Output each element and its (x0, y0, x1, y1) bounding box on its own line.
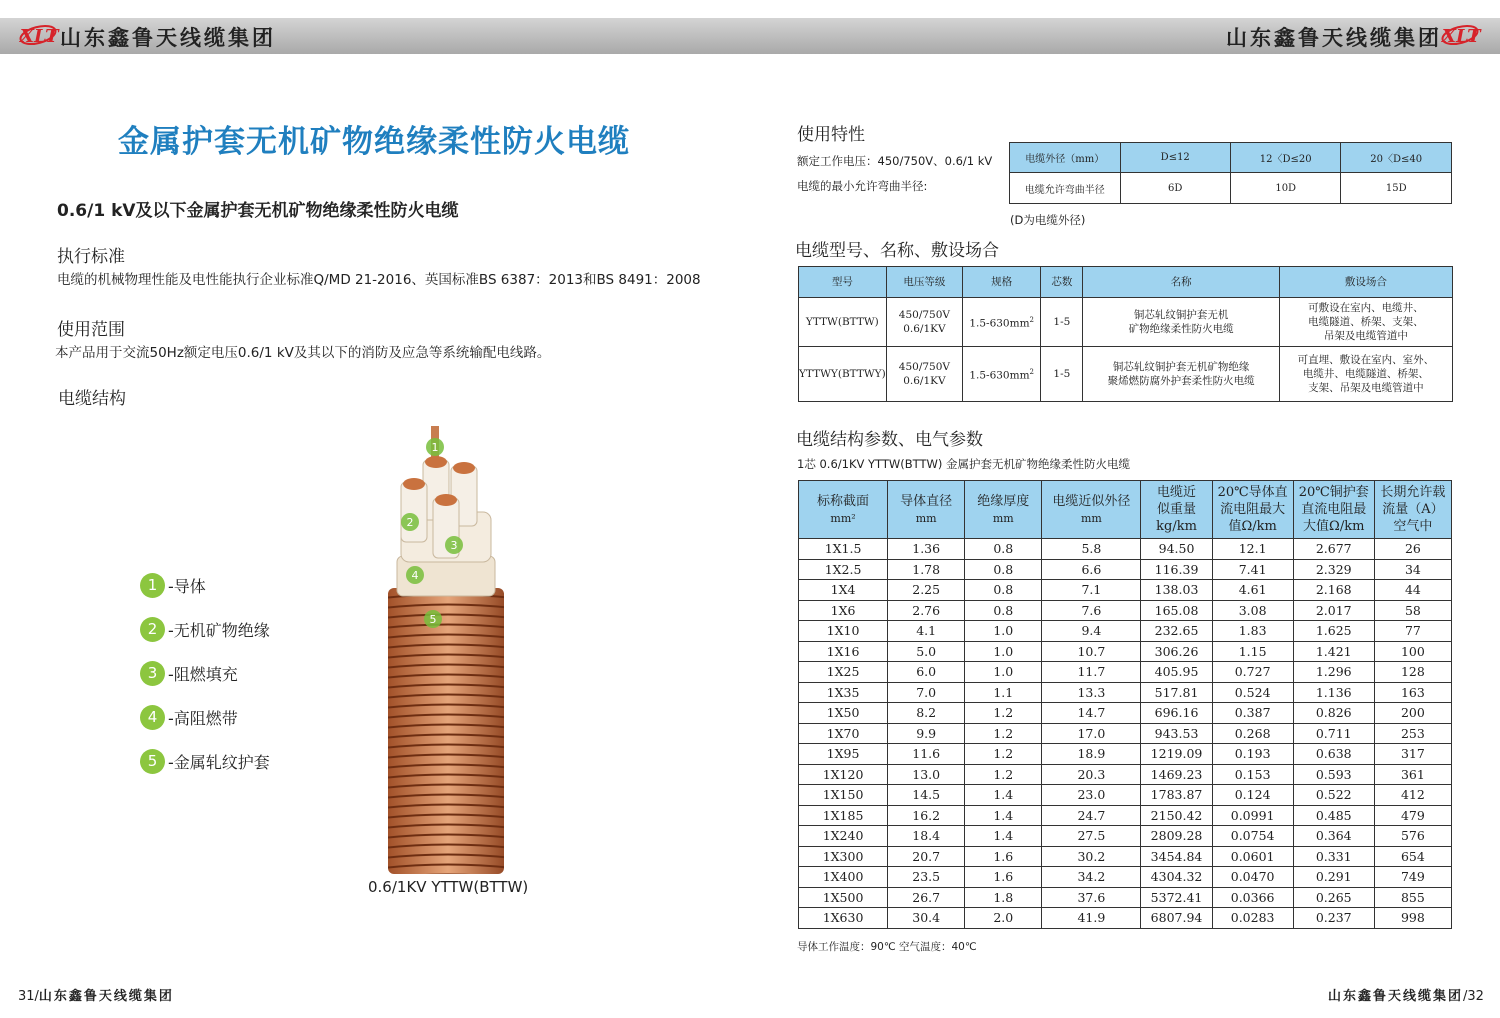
table-cell: 3.08 (1212, 600, 1293, 621)
table-cell: 1X16 (799, 641, 888, 662)
table-cell: 1.0 (965, 662, 1042, 683)
legend-label: -金属轧纹护套 (168, 752, 270, 772)
table-cell: 1X1.5 (799, 539, 888, 560)
table-header-cell: 电缆近 似重量 kg/km (1141, 481, 1212, 539)
table-header-cell: 名称 (1083, 267, 1279, 298)
table-row (799, 744, 1452, 765)
table-cell: 1X50 (799, 703, 888, 724)
table-cell: 15D (1341, 173, 1452, 204)
table-cell: 1.1 (965, 682, 1042, 703)
table-cell: 可敷设在室内、电缆井、 电缆隧道、桥架、支架、 吊架及电缆管道中 (1279, 298, 1452, 347)
table-row (799, 764, 1452, 785)
table-row (799, 785, 1452, 806)
table-cell: 1.36 (888, 539, 965, 560)
table-cell: 2.168 (1293, 580, 1374, 601)
model-table (798, 266, 1453, 402)
table-cell: 0.193 (1212, 744, 1293, 765)
table-cell: YTTW(BTTW) (799, 298, 887, 347)
table-cell: 1.4 (965, 785, 1042, 806)
scope-heading: 使用范围 (57, 320, 125, 340)
brand-name-right: 山东鑫鲁天线缆集团 (1226, 25, 1442, 50)
table-cell: 0.638 (1293, 744, 1374, 765)
table-cell: 12.1 (1212, 539, 1293, 560)
table-cell: 0.153 (1212, 764, 1293, 785)
table-cell: 1.0 (965, 641, 1042, 662)
table-cell: 34 (1374, 559, 1451, 580)
legend-number: 4 (140, 705, 165, 730)
table-cell: 116.39 (1141, 559, 1212, 580)
table-cell: 7.1 (1042, 580, 1141, 601)
table-cell: 23.5 (888, 867, 965, 888)
table-cell: 9.9 (888, 723, 965, 744)
table-cell: 1.625 (1293, 621, 1374, 642)
params-note: 导体工作温度：90℃ 空气温度：40℃ (797, 941, 977, 953)
table-header-cell: 20℃导体直 流电阻最大 值Ω/km (1212, 481, 1293, 539)
table-cell: 1X120 (799, 764, 888, 785)
table-cell: 30.4 (888, 908, 965, 929)
bend-radius-table (1009, 142, 1452, 204)
table-cell: 165.08 (1141, 600, 1212, 621)
table-cell: 0.485 (1293, 805, 1374, 826)
logo-text: XLT (1442, 26, 1481, 47)
table-cell: 1.4 (965, 826, 1042, 847)
table-cell: 405.95 (1141, 662, 1212, 683)
table-cell: 11.6 (888, 744, 965, 765)
table-cell: 1.78 (888, 559, 965, 580)
table-row (799, 867, 1452, 888)
table-header-cell: 敷设场合 (1279, 267, 1452, 298)
table-cell: 4.1 (888, 621, 965, 642)
table-row (799, 846, 1452, 867)
table-cell: 10.7 (1042, 641, 1141, 662)
table-cell: 13.0 (888, 764, 965, 785)
table-cell: 可直埋、敷设在室内、室外、 电缆井、电缆隧道、桥架、 支架、吊架及电缆管道中 (1279, 347, 1452, 402)
table-header-cell: 型号 (799, 267, 887, 298)
scope-text: 本产品用于交流50Hz额定电压0.6/1 kV及其以下的消防及应急等系统输配电线路。 (55, 345, 551, 361)
table-header-cell: 20〈D≤40 (1341, 143, 1452, 173)
table-cell: 163 (1374, 682, 1451, 703)
table-header-cell: 电压等级 (886, 267, 962, 298)
table-cell: 200 (1374, 703, 1451, 724)
table-cell: 2.329 (1293, 559, 1374, 580)
table-cell: 17.0 (1042, 723, 1141, 744)
table-cell: 27.5 (1042, 826, 1141, 847)
table-cell: 26.7 (888, 887, 965, 908)
table-header-cell: 规格 (963, 267, 1041, 298)
table-cell: 1X95 (799, 744, 888, 765)
table-cell: 41.9 (1042, 908, 1141, 929)
table-header-cell: 电缆外径（mm） (1010, 143, 1121, 173)
params-table-body (799, 539, 1452, 929)
bend-note: (D为电缆外径) (1010, 213, 1086, 227)
footer-right (1328, 985, 1484, 1004)
table-cell: 5.0 (888, 641, 965, 662)
table-cell: 0.0470 (1212, 867, 1293, 888)
table-cell: 1.83 (1212, 621, 1293, 642)
rated-voltage: 额定工作电压：450/750V、0.6/1 kV (797, 154, 993, 168)
table-cell: 电缆允许弯曲半径 (1010, 173, 1121, 204)
table-cell: 0.826 (1293, 703, 1374, 724)
table-cell: 2.017 (1293, 600, 1374, 621)
table-row (1010, 173, 1452, 204)
table-cell: 6.0 (888, 662, 965, 683)
footer-left (18, 985, 174, 1004)
table-header-cell: 标称截面 mm² (799, 481, 888, 539)
table-cell: 44 (1374, 580, 1451, 601)
table-header-cell: 12〈D≤20 (1230, 143, 1341, 173)
cable-illustration (383, 420, 513, 880)
table-cell: 6D (1120, 173, 1230, 204)
params-subheading: 1芯 0.6/1KV YTTW(BTTW) 金属护套无机矿物绝缘柔性防火电缆 (797, 457, 1130, 471)
table-cell: 30.2 (1042, 846, 1141, 867)
legend-label: -高阻燃带 (168, 708, 238, 728)
table-cell: 34.2 (1042, 867, 1141, 888)
table-row (799, 908, 1452, 929)
table-cell: 0.8 (965, 600, 1042, 621)
params-table (798, 480, 1452, 929)
table-row (799, 805, 1452, 826)
legend-number: 5 (140, 749, 165, 774)
product-subtitle: 0.6/1 kV及以下金属护套无机矿物绝缘柔性防火电缆 (57, 201, 459, 221)
table-cell: 0.364 (1293, 826, 1374, 847)
table-row (799, 887, 1452, 908)
table-header-cell: 长期允许载 流量（A） 空气中 (1374, 481, 1451, 539)
table-cell: 11.7 (1042, 662, 1141, 683)
cable-marker-4: 4 (406, 566, 424, 584)
table-cell: 1X35 (799, 682, 888, 703)
table-cell: 7.0 (888, 682, 965, 703)
table-cell: 0.268 (1212, 723, 1293, 744)
table-cell: 1.2 (965, 703, 1042, 724)
table-cell: 1X150 (799, 785, 888, 806)
table-cell: 14.5 (888, 785, 965, 806)
table-cell: 23.0 (1042, 785, 1141, 806)
table-header-cell: 绝缘厚度 mm (965, 481, 1042, 539)
cable-marker-2: 2 (401, 513, 419, 531)
table-cell: 2.0 (965, 908, 1042, 929)
table-cell: 1-5 (1041, 347, 1083, 402)
standard-heading: 执行标准 (57, 247, 125, 267)
table-cell: 0.265 (1293, 887, 1374, 908)
table-cell: 1.0 (965, 621, 1042, 642)
bend-radius-label: 电缆的最小允许弯曲半径: (797, 179, 928, 193)
table-cell: 铜芯轧纹铜护套无机 矿物绝缘柔性防火电缆 (1083, 298, 1279, 347)
table-cell: 1X2.5 (799, 559, 888, 580)
table-cell: 5372.41 (1141, 887, 1212, 908)
table-cell: 696.16 (1141, 703, 1212, 724)
table-cell: 20.7 (888, 846, 965, 867)
table-cell: 14.7 (1042, 703, 1141, 724)
table-header-cell: D≤12 (1120, 143, 1230, 173)
table-cell: 412 (1374, 785, 1451, 806)
table-cell: 0.8 (965, 539, 1042, 560)
model-heading: 电缆型号、名称、敷设场合 (795, 241, 999, 261)
table-cell: 1X240 (799, 826, 888, 847)
brand-logo-left (20, 26, 59, 47)
table-cell: 0.0283 (1212, 908, 1293, 929)
table-cell: 1.2 (965, 744, 1042, 765)
table-row (799, 723, 1452, 744)
table-cell: 0.727 (1212, 662, 1293, 683)
page-number-right: /32 (1463, 989, 1484, 1004)
table-cell: 1X500 (799, 887, 888, 908)
table-cell: 1X400 (799, 867, 888, 888)
table-cell: 1X6 (799, 600, 888, 621)
structure-heading: 电缆结构 (58, 389, 126, 409)
cable-marker-1: 1 (426, 438, 444, 456)
table-cell: 1.2 (965, 723, 1042, 744)
legend-item (140, 748, 270, 774)
table-cell: 1.6 (965, 867, 1042, 888)
table-cell: 4304.32 (1141, 867, 1212, 888)
page-title: 金属护套无机矿物绝缘柔性防火电缆 (118, 124, 630, 160)
table-cell: 998 (1374, 908, 1451, 929)
cable-marker-3: 3 (445, 536, 463, 554)
table-cell: 943.53 (1141, 723, 1212, 744)
table-cell: 1783.87 (1141, 785, 1212, 806)
table-header-cell: 芯数 (1041, 267, 1083, 298)
table-cell: 8.2 (888, 703, 965, 724)
table-cell: 0.522 (1293, 785, 1374, 806)
table-cell: $1.5-630mm^2$ (963, 298, 1041, 347)
table-header-cell: 导体直径 mm (888, 481, 965, 539)
table-cell: 1X630 (799, 908, 888, 929)
table-cell: 0.0601 (1212, 846, 1293, 867)
legend-number: 2 (140, 617, 165, 642)
table-cell: 10D (1230, 173, 1341, 204)
table-row (799, 621, 1452, 642)
footer-brand-left: 山东鑫鲁天线缆集团 (38, 989, 174, 1004)
table-cell: 0.0991 (1212, 805, 1293, 826)
legend-item (140, 660, 238, 686)
table-header-cell: 电缆近似外径 mm (1042, 481, 1141, 539)
cable-caption: 0.6/1KV YTTW(BTTW) (368, 878, 529, 896)
table-cell: 0.237 (1293, 908, 1374, 929)
table-cell: 0.8 (965, 559, 1042, 580)
table-cell: 749 (1374, 867, 1451, 888)
table-cell: 6.6 (1042, 559, 1141, 580)
table-header-row (1010, 143, 1452, 173)
table-cell: 6807.94 (1141, 908, 1212, 929)
table-cell: 0.593 (1293, 764, 1374, 785)
table-header-row (799, 481, 1452, 539)
brand-name-left: 山东鑫鲁天线缆集团 (60, 25, 276, 50)
page-number-left: 31/ (18, 989, 39, 1004)
table-cell: 1219.09 (1141, 744, 1212, 765)
legend-label: -导体 (168, 576, 206, 596)
table-cell: 1.15 (1212, 641, 1293, 662)
legend-label: -阻燃填充 (168, 664, 238, 684)
table-cell: 0.124 (1212, 785, 1293, 806)
table-row (799, 559, 1452, 580)
table-cell: 232.65 (1141, 621, 1212, 642)
table-cell: 18.4 (888, 826, 965, 847)
table-cell: 2.677 (1293, 539, 1374, 560)
table-row (799, 347, 1453, 402)
table-cell: 576 (1374, 826, 1451, 847)
table-row (799, 662, 1452, 683)
table-cell: 138.03 (1141, 580, 1212, 601)
table-cell: 20.3 (1042, 764, 1141, 785)
table-cell: 58 (1374, 600, 1451, 621)
legend-item (140, 616, 270, 642)
table-cell: 0.0366 (1212, 887, 1293, 908)
table-cell: 1.6 (965, 846, 1042, 867)
table-row (799, 826, 1452, 847)
table-cell: 7.41 (1212, 559, 1293, 580)
table-cell: 1.8 (965, 887, 1042, 908)
table-cell: 1X10 (799, 621, 888, 642)
table-cell: 2.76 (888, 600, 965, 621)
table-cell: 77 (1374, 621, 1451, 642)
table-cell: 1.421 (1293, 641, 1374, 662)
table-cell: 1469.23 (1141, 764, 1212, 785)
params-heading: 电缆结构参数、电气参数 (796, 430, 983, 450)
table-cell: 4.61 (1212, 580, 1293, 601)
table-cell: 450/750V 0.6/1KV (886, 298, 962, 347)
table-cell: $1.5-630mm^2$ (963, 347, 1041, 402)
table-row (799, 600, 1452, 621)
table-row (799, 641, 1452, 662)
table-cell: 9.4 (1042, 621, 1141, 642)
table-header-cell: 20℃铜护套 直流电阻最 大值Ω/km (1293, 481, 1374, 539)
table-cell: 654 (1374, 846, 1451, 867)
table-cell: 361 (1374, 764, 1451, 785)
legend-number: 1 (140, 573, 165, 598)
table-cell: 517.81 (1141, 682, 1212, 703)
table-cell: 0.711 (1293, 723, 1374, 744)
table-cell: 37.6 (1042, 887, 1141, 908)
table-cell: YTTWY(BTTWY) (799, 347, 887, 402)
table-cell: 0.291 (1293, 867, 1374, 888)
logo-text: XLT (20, 26, 59, 47)
table-cell: 1.296 (1293, 662, 1374, 683)
table-cell: 16.2 (888, 805, 965, 826)
table-cell: 1X70 (799, 723, 888, 744)
table-cell: 2.25 (888, 580, 965, 601)
table-cell: 2809.28 (1141, 826, 1212, 847)
table-row (799, 539, 1452, 560)
table-cell: 450/750V 0.6/1KV (886, 347, 962, 402)
table-cell: 24.7 (1042, 805, 1141, 826)
legend-number: 3 (140, 661, 165, 686)
table-row (799, 298, 1453, 347)
legend-item (140, 572, 206, 598)
table-cell: 128 (1374, 662, 1451, 683)
table-cell: 0.524 (1212, 682, 1293, 703)
table-cell: 0.0754 (1212, 826, 1293, 847)
table-row (799, 703, 1452, 724)
table-cell: 7.6 (1042, 600, 1141, 621)
table-cell: 253 (1374, 723, 1451, 744)
table-cell: 1X185 (799, 805, 888, 826)
table-cell: 479 (1374, 805, 1451, 826)
table-cell: 1X300 (799, 846, 888, 867)
legend-label: -无机矿物绝缘 (168, 620, 270, 640)
table-cell: 94.50 (1141, 539, 1212, 560)
footer-brand-right: 山东鑫鲁天线缆集团 (1328, 989, 1464, 1004)
table-cell: 1.2 (965, 764, 1042, 785)
cable-marker-5: 5 (424, 610, 442, 628)
table-header-row (799, 267, 1453, 298)
table-cell: 1.136 (1293, 682, 1374, 703)
table-cell: 铜芯轧纹铜护套无机矿物绝缘 聚烯燃防腐外护套柔性防火电缆 (1083, 347, 1279, 402)
table-row (799, 682, 1452, 703)
brand-logo-right (1442, 26, 1481, 47)
table-cell: 2150.42 (1141, 805, 1212, 826)
table-cell: 5.8 (1042, 539, 1141, 560)
table-cell: 100 (1374, 641, 1451, 662)
table-cell: 13.3 (1042, 682, 1141, 703)
table-row (799, 580, 1452, 601)
table-cell: 0.331 (1293, 846, 1374, 867)
table-cell: 1.4 (965, 805, 1042, 826)
table-cell: 0.8 (965, 580, 1042, 601)
table-cell: 855 (1374, 887, 1451, 908)
table-cell: 306.26 (1141, 641, 1212, 662)
table-cell: 18.9 (1042, 744, 1141, 765)
legend-item (140, 704, 238, 730)
table-cell: 1X4 (799, 580, 888, 601)
table-cell: 26 (1374, 539, 1451, 560)
table-cell: 1X25 (799, 662, 888, 683)
table-cell: 3454.84 (1141, 846, 1212, 867)
table-cell: 0.387 (1212, 703, 1293, 724)
table-cell: 1-5 (1041, 298, 1083, 347)
table-cell: 317 (1374, 744, 1451, 765)
usage-heading: 使用特性 (797, 125, 865, 145)
standard-text: 电缆的机械物理性能及电性能执行企业标准Q/MD 21-2016、英国标准BS 6387：2013和BS 8491：2008 (57, 272, 701, 288)
